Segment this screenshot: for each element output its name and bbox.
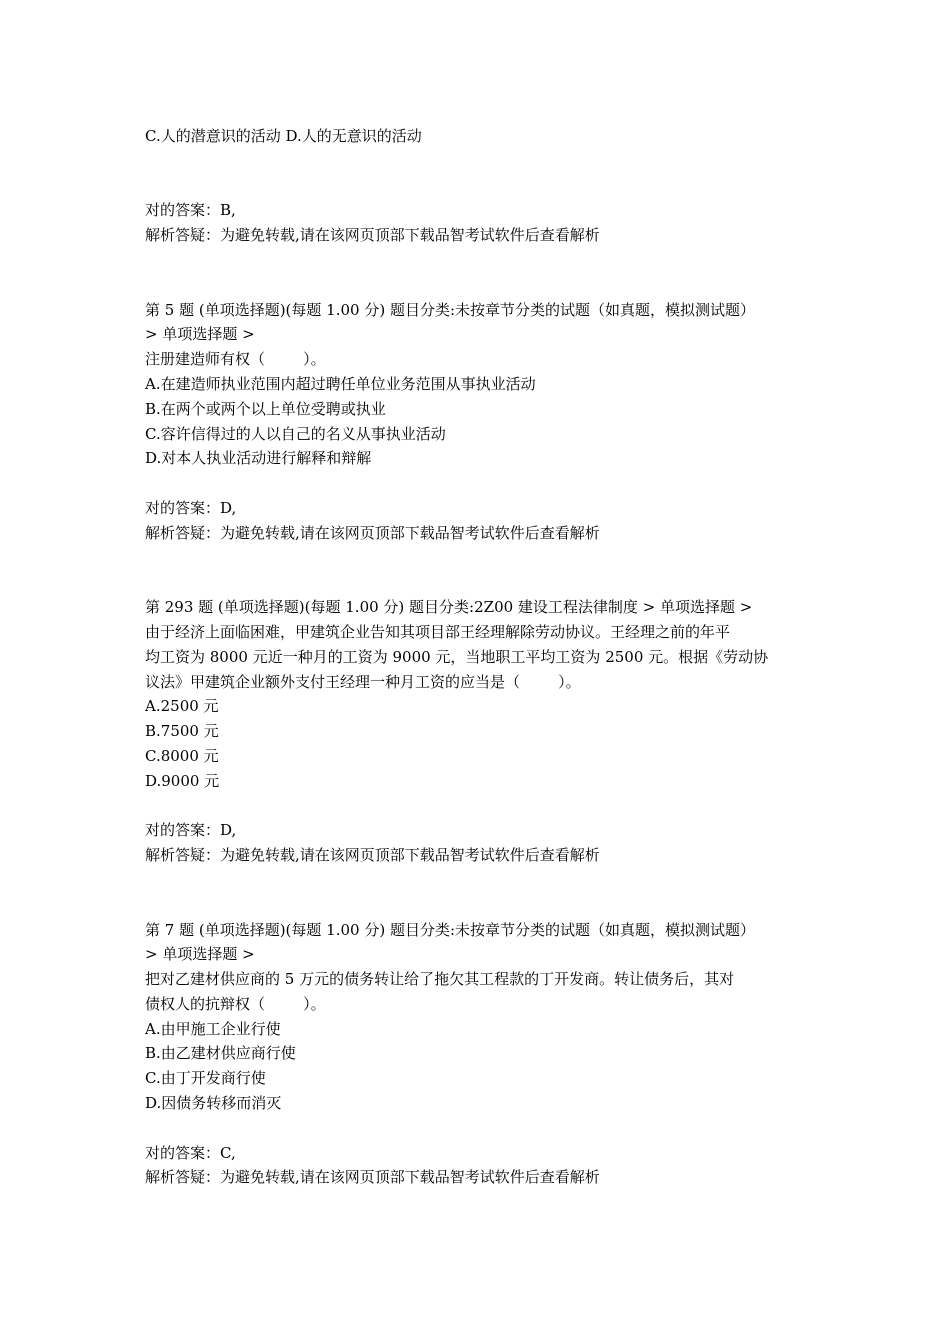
question-stem: 债权人的抗辩权（ ）。 — [145, 994, 326, 1013]
answer-line: 对的答案：D, — [145, 498, 237, 517]
question-block — [145, 595, 815, 868]
analysis-line: 解析答疑：为避免转载,请在该网页顶部下载品智考试软件后查看解析 — [145, 846, 600, 865]
question-header-continued: > 单项选择题 > — [145, 945, 255, 964]
answer-line: 对的答案：C, — [145, 1143, 236, 1162]
option-d: D.对本人执业活动进行解释和辩解 — [145, 449, 372, 468]
question-header-continued: > 单项选择题 > — [145, 325, 255, 344]
question-stem: 均工资为 8000 元近一种月的工资为 9000 元，当地职工平均工资为 2500 元。根据《劳动协 — [145, 647, 769, 666]
previous-question-fragment — [145, 124, 815, 248]
question-header: 第 293 题 (单项选择题)(每题 1.00 分) 题目分类:2Z00 建设工程法律制度 > 单项选择题 > — [145, 598, 753, 617]
question-block — [145, 298, 815, 546]
question-stem: 由于经济上面临困难，甲建筑企业告知其项目部王经理解除劳动协议。王经理之前的年平 — [145, 622, 731, 641]
document-page — [145, 124, 815, 1190]
analysis-line: 解析答疑：为避免转载,请在该网页顶部下载品智考试软件后查看解析 — [145, 523, 600, 542]
option-c: C.容许信得过的人以自己的名义从事执业活动 — [145, 424, 446, 443]
option-a: A.由甲施工企业行使 — [145, 1019, 281, 1038]
option-d: D.因债务转移而消灭 — [145, 1094, 282, 1113]
analysis-line: 解析答疑：为避免转载,请在该网页顶部下载品智考试软件后查看解析 — [145, 1168, 600, 1187]
option-b: B.在两个或两个以上单位受聘或执业 — [145, 399, 386, 418]
question-stem: 把对乙建材供应商的 5 万元的债务转让给了拖欠其工程款的丁开发商。转让债务后，其对 — [145, 970, 735, 989]
analysis-line: 解析答疑：为避免转载,请在该网页顶部下载品智考试软件后查看解析 — [145, 226, 600, 245]
question-header: 第 7 题 (单项选择题)(每题 1.00 分) 题目分类:未按章节分类的试题（如真题，模拟测试题） — [145, 920, 756, 939]
question-stem: 议法》甲建筑企业额外支付王经理一种月工资的应当是（ ）。 — [145, 672, 581, 691]
answer-line: 对的答案：D, — [145, 821, 237, 840]
option-a: A.在建造师执业范围内超过聘任单位业务范围从事执业活动 — [145, 374, 536, 393]
option-c: C.由丁开发商行使 — [145, 1069, 266, 1088]
option-line: C.人的潜意识的活动 D.人的无意识的活动 — [145, 127, 422, 145]
option-c: C.8000 元 — [145, 746, 219, 765]
option-b: B.由乙建材供应商行使 — [145, 1044, 296, 1063]
option-d: D.9000 元 — [145, 771, 220, 790]
question-block — [145, 918, 815, 1191]
question-stem: 注册建造师有权（ ）。 — [145, 350, 326, 369]
option-a: A.2500 元 — [145, 697, 219, 716]
question-header: 第 5 题 (单项选择题)(每题 1.00 分) 题目分类:未按章节分类的试题（如真题，模拟测试题） — [145, 300, 756, 319]
answer-line: 对的答案：B, — [145, 201, 236, 220]
option-b: B.7500 元 — [145, 722, 219, 741]
